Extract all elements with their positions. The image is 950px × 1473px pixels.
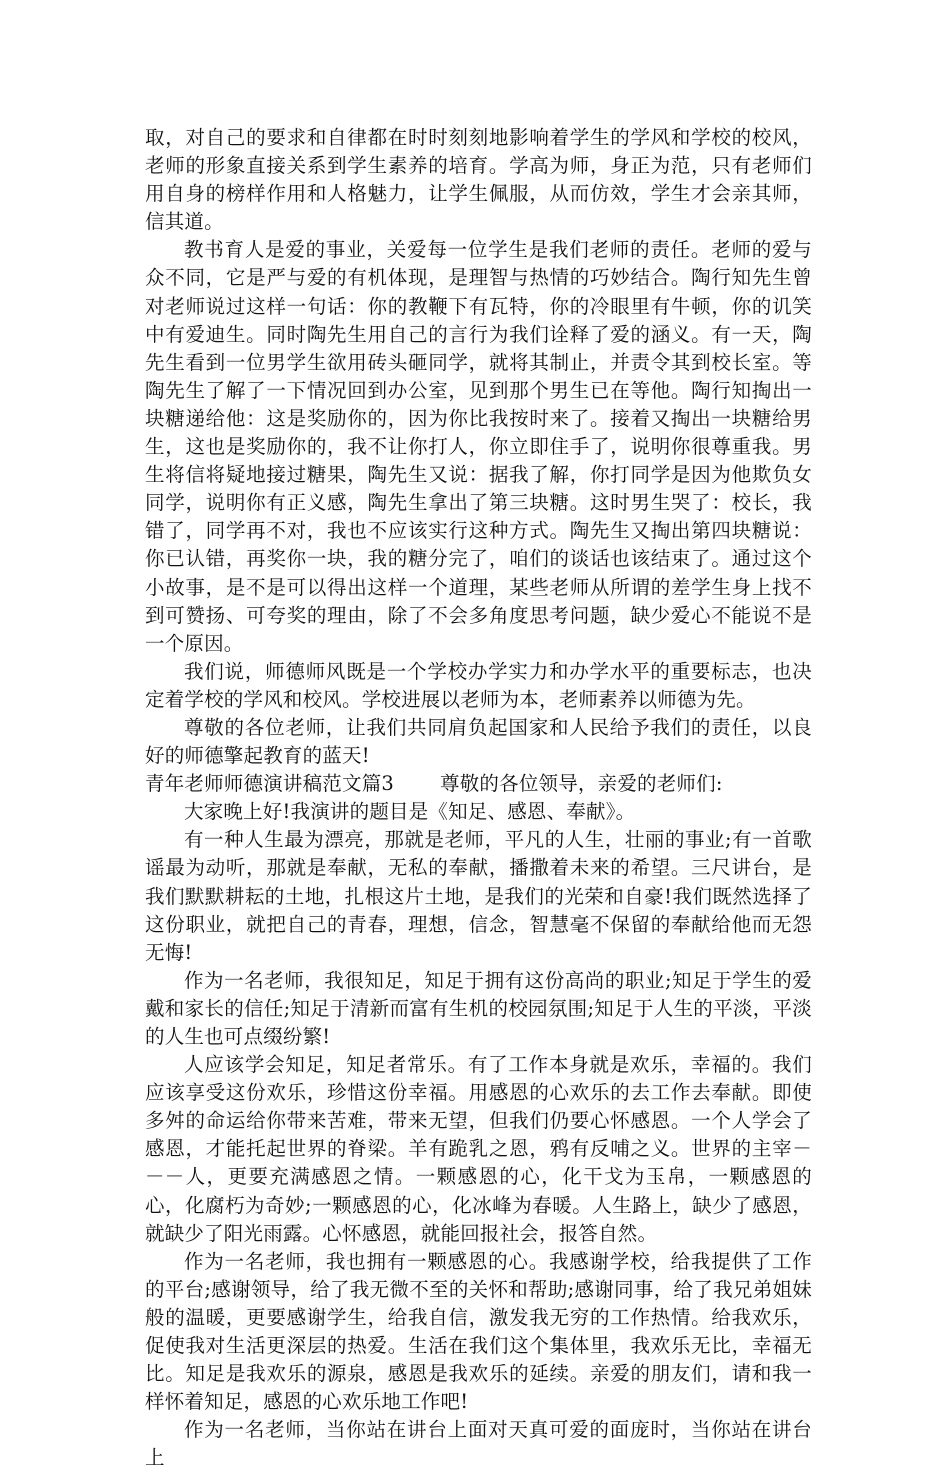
paragraph-4: 尊敬的各位老师，让我们共同肩负起国家和人民给予我们的责任，以良好的师德擎起教育的蓝天!: [145, 715, 812, 768]
paragraph-6: 有一种人生最为漂亮，那就是老师，平凡的人生，壮丽的事业;有一首歌谣最为动听，那就是奉献，无私的奉献，播撒着未来的希望。三尺讲台，是我们默默耕耘的土地，扎根这片土地，是我们的光荣和自豪!我们既然选择了这份职业，就把自己的青春，理想，信念，智慧毫不保留的奉献给他而无怨无悔!: [145, 828, 812, 964]
paragraph-9: 作为一名老师，我也拥有一颗感恩的心。我感谢学校，给我提供了工作的平台;感谢领导，给了我无微不至的关怀和帮助;感谢同事，给了我兄弟姐妹般的温暖，更要感谢学生，给我自信，激发我无穷的工作热情。给我欢乐，促使我对生活更深层的热爱。生活在我们这个集体里，我欢乐无比，幸福无比。知足是我欢乐的源泉，感恩是我欢乐的延续。亲爱的朋友们，请和我一样怀着知足，感恩的心欢乐地工作吧!: [145, 1249, 812, 1414]
salutation: 尊敬的各位领导，亲爱的老师们:: [440, 772, 723, 796]
paragraph-2: 教书育人是爱的事业，关爱每一位学生是我们老师的责任。老师的爱与众不同，它是严与爱的有机体现，是理智与热情的巧妙结合。陶行知先生曾对老师说过这样一句话：你的教鞭下有瓦特，你的冷眼里有牛顿，你的讥笑中有爱迪生。同时陶先生用自己的言行为我们诠释了爱的涵义。有一天，陶先生看到一位男学生欲用砖头砸同学，就将其制止，并责令其到校长室。等陶先生了解了一下情况回到办公室，见到那个男生已在等他。陶行知掏出一块糖递给他：这是奖励你的，因为你比我按时来了。接着又掏出一块糖给男生，这也是奖励你的，我不让你打人，你立即住手了，说明你很尊重我。男生将信将疑地接过糖果，陶先生又说：据我了解，你打同学是因为他欺负女同学，说明你有正义感，陶先生拿出了第三块糖。这时男生哭了：校长，我错了，同学再不对，我也不应该实行这种方式。陶先生又掏出第四块糖说：你已认错，再奖你一块，我的糖分完了，咱们的谈话也该结束了。通过这个小故事，是不是可以得出这样一个道理，某些老师从所谓的差学生身上找不到可赞扬、可夸奖的理由，除了不会多角度思考问题，缺少爱心不能说不是一个原因。: [145, 238, 812, 655]
paragraph-7: 作为一名老师，我很知足，知足于拥有这份高尚的职业;知足于学生的爱戴和家长的信任;知足于清新而富有生机的校园氛围;知足于人生的平淡，平淡的人生也可点缀纷繁!: [145, 968, 812, 1048]
section-title: 青年老师师德演讲稿范文篇3: [145, 772, 395, 796]
paragraph-3: 我们说，师德师风既是一个学校办学实力和办学水平的重要标志，也决定着学校的学风和校风。学校进展以老师为本，老师素养以师德为先。: [145, 659, 812, 711]
section-heading: [145, 770, 812, 798]
document-body: [145, 124, 812, 1473]
paragraph-10: 作为一名老师，当你站在讲台上面对天真可爱的面庞时，当你站在讲台上: [145, 1418, 812, 1470]
paragraph-5: 大家晚上好!我演讲的题目是《知足、感恩、奉献》。: [184, 800, 636, 824]
paragraph-1: 取，对自己的要求和自律都在时时刻刻地影响着学生的学风和学校的校风，老师的形象直接关系到学生素养的培育。学高为师，身正为范，只有老师们用自身的榜样作用和人格魅力，让学生佩服，从而仿效，学生才会亲其师，信其道。: [145, 126, 812, 234]
paragraph-8: 人应该学会知足，知足者常乐。有了工作本身就是欢乐，幸福的。我们应该享受这份欢乐，珍惜这份幸福。用感恩的心欢乐的去工作去奉献。即使多舛的命运给你带来苦难，带来无望，但我们仍要心怀感恩。一个人学会了感恩，才能托起世界的脊梁。羊有跪乳之恩，鸦有反哺之义。世界的主宰－－－人，更要充满感恩之情。一颗感恩的心，化干戈为玉帛，一颗感恩的心，化腐朽为奇妙;一颗感恩的心，化冰峰为春暖。人生路上，缺少了感恩，就缺少了阳光雨露。心怀感恩，就能回报社会，报答自然。: [145, 1053, 812, 1245]
